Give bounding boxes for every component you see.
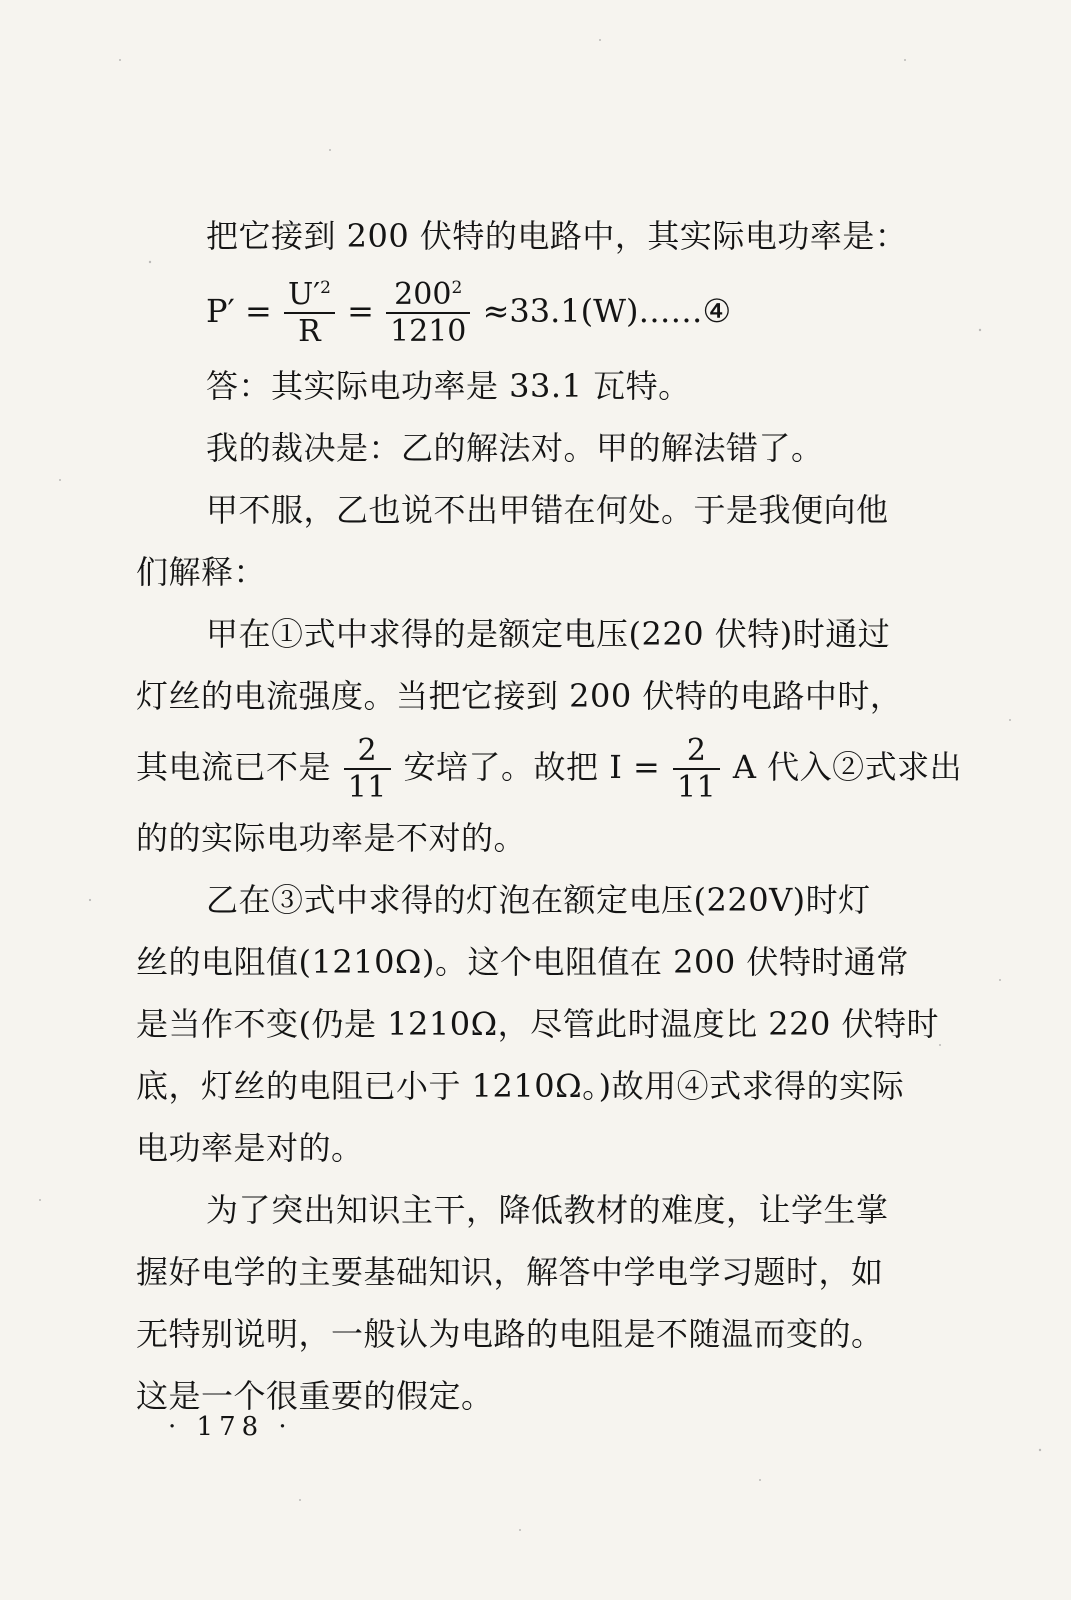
text-line: 丝的电阻值(1210Ω)。这个电阻值在 200 伏特时通常 [136, 943, 909, 981]
page-body [136, 205, 963, 1427]
text-line: 无特别说明，一般认为电路的电阻是不随温而变的。 [136, 1315, 884, 1353]
fraction-2-over-11 [344, 733, 391, 805]
text-line: 把它接到 200 伏特的电路中，其实际电功率是： [206, 217, 908, 255]
exponent: 2 [320, 278, 331, 298]
text-line: 底，灯丝的电阻已小于 1210Ω。)故用④式求得的实际 [136, 1067, 905, 1105]
text-line: 握好电学的主要基础知识，解答中学电学习题时，如 [136, 1253, 884, 1291]
fraction-numerator: 200 [394, 277, 452, 312]
inline-text: 其电流已不是 [136, 748, 332, 786]
text-line: 的的实际电功率是不对的。 [136, 819, 527, 857]
inline-text: 安培了。故把 I = [403, 748, 661, 786]
text-line: 我的裁决是：乙的解法对。甲的解法错了。 [206, 429, 824, 467]
text-line: 甲不服，乙也说不出甲错在何处。于是我便向他 [206, 491, 889, 529]
text-line: 甲在①式中求得的是额定电压(220 伏特)时通过 [206, 615, 891, 653]
fraction-200sq-over-1210 [386, 277, 470, 349]
text-line: 为了突出知识主干，降低教材的难度，让学生掌 [206, 1191, 889, 1229]
exponent: 2 [451, 278, 463, 298]
fraction-denominator: 1210 [390, 314, 467, 349]
formula-lhs: P′ = [206, 292, 272, 330]
fraction-numerator: U′ [287, 277, 321, 312]
fraction-2-over-11 [673, 733, 720, 805]
fraction-denominator: 11 [677, 770, 717, 805]
fraction-denominator: 11 [347, 770, 387, 805]
fraction-numerator: 2 [673, 736, 720, 770]
text-line: 是当作不变(仍是 1210Ω，尽管此时温度比 220 伏特时 [136, 1005, 940, 1043]
power-formula [136, 267, 936, 355]
text-line: 们解释： [136, 553, 267, 591]
formula-result: ≈33.1(W)……④ [482, 292, 732, 330]
text-line: 电功率是对的。 [136, 1129, 364, 1167]
text-line: 乙在③式中求得的灯泡在额定电压(220V)时灯 [206, 881, 871, 919]
equals-sign: = [347, 292, 374, 330]
current-fraction-line [136, 727, 963, 807]
inline-text: A 代入②式求出 [732, 748, 963, 786]
fraction-numerator: 2 [344, 736, 391, 770]
text-line: 灯丝的电流强度。当把它接到 200 伏特的电路中时， [136, 677, 903, 715]
fraction-denominator: R [298, 314, 321, 349]
page-number: · 178 · [168, 1412, 293, 1442]
text-line: 答：其实际电功率是 33.1 瓦特。 [206, 367, 691, 405]
fraction-u-over-r [284, 277, 335, 349]
text-line: 这是一个很重要的假定。 [136, 1377, 494, 1415]
